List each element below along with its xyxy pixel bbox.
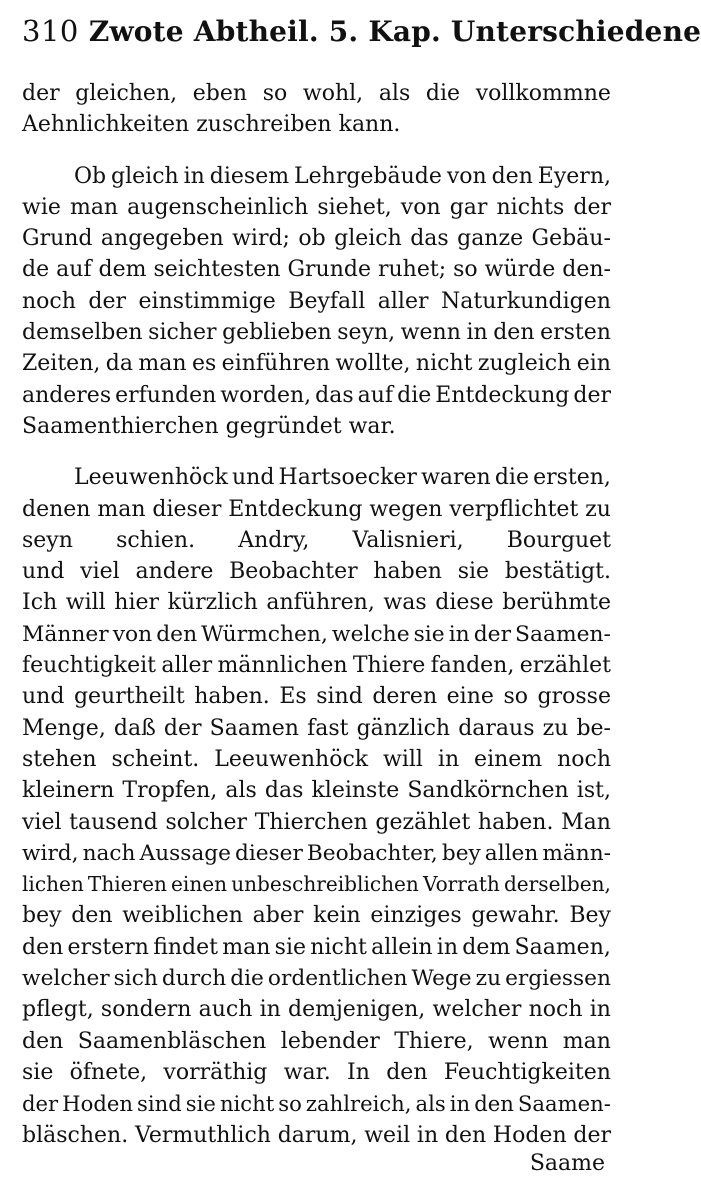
text-line: lichen Thieren einen unbeschreiblichen Vorrath derselben,	[22, 872, 611, 897]
text-line: der Hoden sind sie nicht so zahlreich, als in den Saamen-	[22, 1091, 611, 1117]
text-line: seyn schien. Andry, Valisnieri, Bourguet	[22, 527, 611, 553]
text-line: stehen scheint. Leeuwenhöck will in einem noch	[22, 746, 611, 772]
text-line: pflegt, sondern auch in demjenigen, welcher noch in	[22, 997, 611, 1023]
text-line: denen man dieser Entdeckung wegen verpflichtet zu	[22, 496, 611, 522]
text-line: Ich will hier kürzlich anführen, was diese berühmte	[22, 590, 611, 616]
text-line: Grund angegeben wird; ob gleich das ganze Gebäu-	[22, 226, 611, 252]
text-line: bey den weiblichen aber kein einziges gewahr. Bey	[22, 903, 611, 929]
text-line: de auf dem seichtesten Grunde ruhet; so würde den-	[22, 257, 611, 283]
text-line: den Saamenbläschen lebender Thiere, wenn man	[22, 1028, 611, 1054]
running-head: Zwote Abtheil. 5. Kap. Unterschiedene	[88, 15, 701, 48]
text-line: und viel andere Beobachter haben sie bestätigt.	[22, 559, 611, 585]
body-text	[22, 78, 611, 1151]
page-header	[22, 14, 701, 48]
text-line: den erstern findet man sie nicht allein in dem Saamen,	[22, 934, 611, 960]
text-line: wie man augenscheinlich siehet, von gar nichts der	[22, 194, 611, 220]
text-line: Menge, daß der Saamen fast gänzlich daraus zu be-	[22, 715, 611, 741]
text-line: noch der einstimmige Beyfall aller Naturkundigen	[22, 288, 611, 314]
paragraph	[22, 462, 611, 1151]
text-line: Saamenthierchen gegründet war.	[22, 413, 396, 439]
text-line: sie öfnete, vorräthig war. In den Feuchtigkeiten	[22, 1059, 611, 1085]
paragraph	[22, 161, 611, 443]
paragraph	[22, 78, 611, 141]
page-number: 310	[22, 14, 79, 48]
text-line: Ob gleich in diesem Lehrgebäude von den Eyern,	[74, 163, 611, 189]
text-line: der gleichen, eben so wohl, als die vollkommne	[22, 81, 611, 106]
text-line: demselben sicher geblieben seyn, wenn in den ersten	[22, 320, 611, 346]
text-line: feuchtigkeit aller männlichen Thiere fanden, erzählet	[22, 653, 611, 679]
text-line: kleinern Tropfen, als das kleinste Sandkörnchen ist,	[22, 778, 611, 804]
text-line: Zeiten, da man es einführen wollte, nicht zugleich ein	[22, 351, 611, 377]
text-line: welcher sich durch die ordentlichen Wege zu ergiessen	[22, 966, 611, 992]
text-line: bläschen. Vermuthlich darum, weil in den Hoden der	[22, 1122, 611, 1148]
text-line: Aehnlichkeiten zuschreiben kann.	[22, 112, 401, 138]
text-line: wird, nach Aussage dieser Beobachter, bey allen männ-	[22, 840, 611, 866]
text-line: anderes erfunden worden, das auf die Entdeckung der	[22, 382, 611, 408]
text-line: und geurtheilt haben. Es sind deren eine so grosse	[22, 684, 611, 710]
text-line: Männer von den Würmchen, welche sie in der Saamen-	[22, 621, 611, 647]
text-line: viel tausend solcher Thierchen gezählet haben. Man	[22, 809, 611, 835]
catchword: Saame	[529, 1151, 605, 1176]
text-line: Leeuwenhöck und Hartsoecker waren die ersten,	[74, 465, 611, 491]
